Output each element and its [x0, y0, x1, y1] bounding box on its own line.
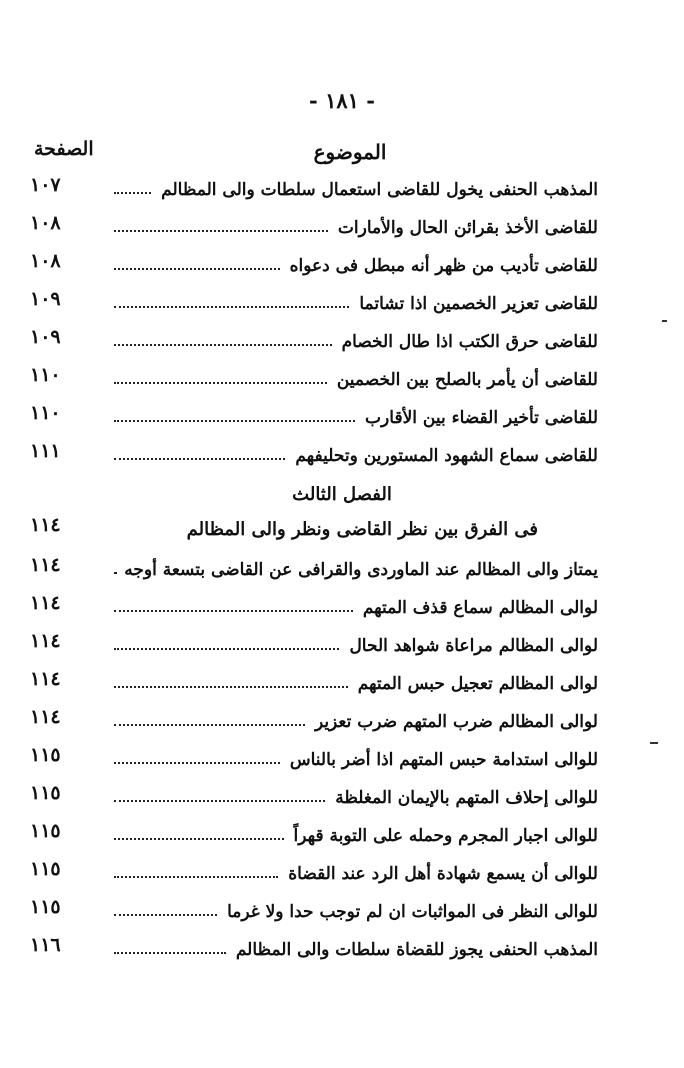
dot-leader [114, 609, 353, 612]
toc-entry [30, 210, 598, 242]
toc-entry [30, 438, 598, 470]
page-column-header: الصفحة [34, 138, 94, 160]
toc-entry-text: للقاضى أن يأمر بالصلح بين الخصمين [336, 370, 598, 390]
toc-entry-text: للقاضى تأخير القضاء بين الأقارب [365, 408, 598, 428]
toc-entry [30, 742, 598, 774]
toc-entry-text: للقاضى تعزير الخصمين اذا تشاتما [359, 294, 598, 314]
toc-entry-text: لوالى المظالم تعجيل حبس المتهم [357, 674, 598, 694]
toc-page-number: ١٠٩ [30, 288, 61, 310]
toc-entry-text: للوالى أن يسمع شهادة أهل الرد عند القضاة [288, 864, 598, 884]
toc-entry-text: للقاضى حرق الكتب اذا طال الخصام [341, 332, 598, 352]
dot-leader [114, 267, 280, 270]
toc-page-number: ١٠٩ [30, 326, 61, 348]
toc-page-number: ١١٤ [30, 630, 61, 652]
toc-page-number: ١١٦ [30, 934, 61, 956]
toc-entry [30, 590, 598, 622]
section-subtitle-row [30, 512, 598, 544]
toc-entry-text: يمتاز والى المظالم عند الماوردى والقرافى عن القاضى بتسعة أوجه [124, 560, 598, 580]
toc-entry [30, 324, 598, 356]
dot-leader [114, 305, 349, 308]
toc-entry [30, 552, 598, 584]
toc-entry-text: لوالى المظالم مراعاة شواهد الحال [349, 636, 598, 656]
toc-page-number: ١١٤ [30, 668, 61, 690]
toc-entry-text: لوالى المظالم ضرب المتهم ضرب تعزير [314, 712, 598, 732]
toc-page-number: ١١٥ [30, 782, 61, 804]
toc-page-number: ١٠٧ [30, 174, 61, 196]
section-title: الفصل الثالث [292, 484, 392, 505]
toc-entry [30, 932, 598, 964]
toc-entry [30, 856, 598, 888]
toc-entry-text: للقاضى سماع الشهود المستورين وتحليفهم [295, 446, 598, 466]
toc-page-number: ١١٥ [30, 896, 61, 918]
toc-entry-text: للقاضى تأديب من ظهر أنه مبطل فى دعواه [289, 256, 598, 276]
dot-leader [114, 457, 285, 460]
toc-page-number: ١١٤ [30, 592, 61, 614]
toc-entry [30, 894, 598, 926]
toc-entry [30, 172, 598, 204]
toc-page-number: ١٠٨ [30, 212, 61, 234]
dot-leader [114, 191, 151, 194]
dot-leader [114, 229, 328, 232]
dot-leader [114, 761, 280, 764]
toc-entry [30, 818, 598, 850]
toc-entry-text: لوالى المظالم سماع قذف المتهم [362, 598, 598, 618]
dot-leader [114, 685, 348, 688]
dot-leader [114, 875, 278, 878]
dot-leader [114, 647, 339, 650]
dot-leader [114, 951, 226, 954]
page-number: - ١٨١ - [309, 88, 375, 113]
toc-page-number: ١١١ [30, 440, 61, 462]
toc-entry [30, 400, 598, 432]
dot-leader [114, 913, 217, 916]
toc-entry-text: للوالى اجبار المجرم وحمله على التوبة قهراً [293, 826, 598, 846]
toc-entry [30, 248, 598, 280]
toc-entry [30, 666, 598, 698]
toc-page-number: ١١٠ [30, 402, 61, 424]
toc-page-number: ١١٤ [30, 706, 61, 728]
subject-column-header: الموضوع [313, 140, 387, 164]
dot-leader [114, 381, 327, 384]
toc-entry-text: المذهب الحنفى يجوز للقضاة سلطات والى المظالم [235, 940, 598, 960]
toc-page-number: ١١٤ [30, 554, 61, 576]
scan-mark [662, 320, 667, 322]
toc-entry-text: للوالى استدامة حبس المتهم اذا أضر بالناس [289, 750, 598, 770]
toc-entry [30, 362, 598, 394]
dot-leader [114, 837, 284, 840]
toc-entry-text: المذهب الحنفى يخول للقاضى استعمال سلطات والى المظالم [161, 180, 598, 200]
toc-entry [30, 286, 598, 318]
toc-entry [30, 704, 598, 736]
toc-page-number: ١١٠ [30, 364, 61, 386]
dot-leader [114, 343, 332, 346]
section-subtitle: فى الفرق بين نظر القاضى ونظر والى المظالم [186, 519, 538, 540]
scan-mark [650, 742, 658, 744]
toc-page-number: ١١٥ [30, 744, 61, 766]
toc-entry [30, 628, 598, 660]
dot-leader [114, 723, 305, 726]
toc-page-number: ١١٤ [30, 514, 61, 536]
toc-entry-text: للوالى إحلاف المتهم بالإيمان المغلظة [335, 788, 598, 808]
toc-entry-text: للقاضى الأخذ بقرائن الحال والأمارات [337, 218, 598, 238]
dot-leader [114, 419, 355, 422]
toc-entry [30, 780, 598, 812]
toc-page-number: ١١٥ [30, 858, 61, 880]
toc-entry-text: للوالى النظر فى المواثبات ان لم توجب حدا ولا غرما [227, 902, 598, 922]
toc-page-number: ١٠٨ [30, 250, 61, 272]
dot-leader [114, 799, 325, 802]
toc-page-number: ١١٥ [30, 820, 61, 842]
